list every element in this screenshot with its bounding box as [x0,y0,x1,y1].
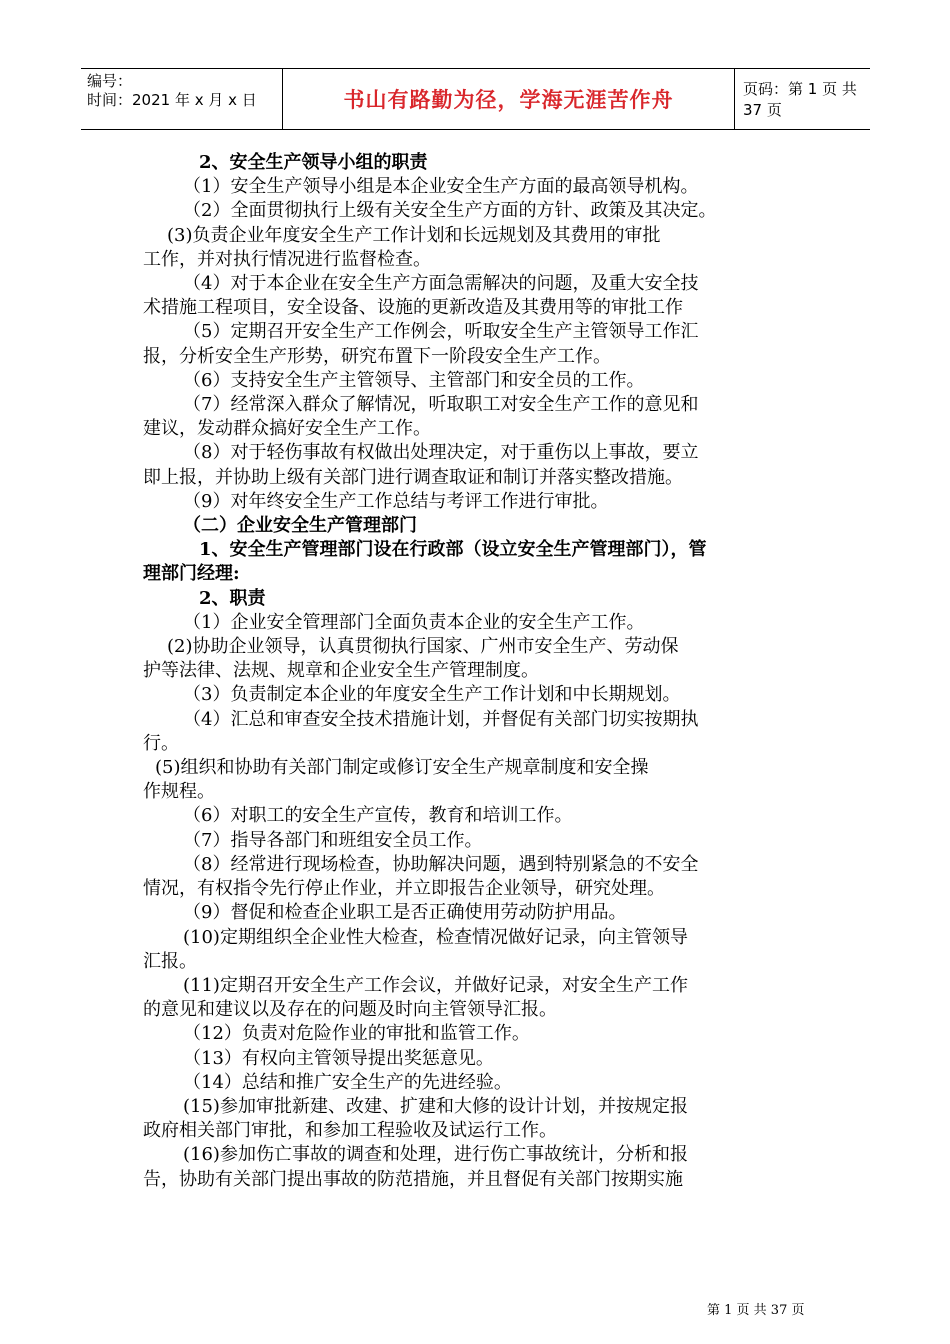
paragraph-line: （14）总结和推广安全生产的先进经验。 [183,1071,512,1093]
header-motto-cell [282,69,735,129]
document-date-label: 时间：2021 年 x 月 x 日 [87,91,257,109]
paragraph-line: （4）汇总和审查安全技术措施计划，并督促有关部门切实按期执 [183,708,699,730]
paragraph-line: （7）指导各部门和班组安全员工作。 [183,829,483,851]
paragraph-line: （3）负责制定本企业的年度安全生产工作计划和中长期规划。 [183,684,681,706]
paragraph-line: （1）安全生产领导小组是本企业安全生产方面的最高领导机构。 [183,176,699,198]
paragraph-line: 建议，发动群众搞好安全生产工作。 [143,418,431,440]
paragraph-line: 汇报。 [143,950,197,972]
paragraph-line: （9）对年终安全生产工作总结与考评工作进行审批。 [183,490,609,512]
paragraph-line: 即上报，并协助上级有关部门进行调查取证和制订并落实整改措施。 [143,466,683,488]
paragraph-line: （8）经常进行现场检查，协助解决问题，遇到特别紧急的不安全 [183,853,699,875]
header-page-number: 页码：第 1 页 共 37 页 [743,80,857,119]
section-heading: 理部门经理: [143,563,240,585]
paragraph-line: 术措施工程项目，安全设备、设施的更新改造及其费用等的审批工作 [143,297,683,319]
page-header [81,68,870,130]
paragraph-line: （6）对职工的安全生产宣传，教育和培训工作。 [183,805,573,827]
paragraph-line: （1）企业安全管理部门全面负责本企业的安全生产工作。 [183,611,645,633]
paragraph-line: 护等法律、法规、规章和企业安全生产管理制度。 [143,660,539,682]
section-heading: 2、职责 [199,587,266,609]
paragraph-line: (5)组织和协助有关部门制定或修订安全生产规章制度和安全操 [155,757,649,779]
paragraph-line: （2）全面贯彻执行上级有关安全生产方面的方针、政策及其决定。 [183,200,717,222]
paragraph-line: (15)参加审批新建、改建、扩建和大修的设计计划，并按规定报 [183,1095,688,1117]
section-heading: 2、安全生产领导小组的职责 [199,152,428,173]
paragraph-line: (3)负责企业年度安全生产工作计划和长远规划及其费用的审批 [167,224,661,246]
paragraph-line: 工作，并对执行情况进行监督检查。 [143,248,431,270]
paragraph-line: 报，分析安全生产形势，研究布置下一阶段安全生产工作。 [143,345,611,367]
section-heading: 1、安全生产管理部门设在行政部（设立安全生产管理部门），管 [199,539,707,561]
paragraph-line: （9）督促和检查企业职工是否正确使用劳动防护用品。 [183,902,627,924]
paragraph-line: （13）有权向主管领导提出奖惩意见。 [183,1047,494,1069]
paragraph-line: 行。 [143,732,179,754]
document-number-label: 编号： [87,72,133,90]
header-page-cell [735,69,870,129]
paragraph-line: 情况，有权指令先行停止作业，并立即报告企业领导，研究处理。 [143,878,665,900]
paragraph-line: 的意见和建议以及存在的问题及时向主管领导汇报。 [143,999,557,1021]
paragraph-line: （7）经常深入群众了解情况，听取职工对安全生产工作的意见和 [183,394,699,416]
paragraph-line: （6）支持安全生产主管领导、主管部门和安全员的工作。 [183,369,645,391]
section-heading: （二）企业安全生产管理部门 [183,515,417,537]
paragraph-line: 告，协助有关部门提出事故的防范措施，并且督促有关部门按期实施 [143,1168,683,1190]
paragraph-line: (16)参加伤亡事故的调查和处理，进行伤亡事故统计，分析和报 [183,1144,688,1166]
paragraph-line: (10)定期组织全企业性大检查，检查情况做好记录，向主管领导 [183,926,688,948]
paragraph-line: （5）定期召开安全生产工作例会，听取安全生产主管领导工作汇 [183,321,699,343]
paragraph-line: 作规程。 [143,781,215,803]
paragraph-line: (2)协助企业领导，认真贯彻执行国家、广州市安全生产、劳动保 [167,636,679,658]
paragraph-line: （12）负责对危险作业的审批和监管工作。 [183,1023,530,1045]
paragraph-line: （4）对于本企业在安全生产方面急需解决的问题，及重大安全技 [183,273,699,295]
page-footer: 第 1 页 共 37 页 [707,1303,805,1318]
paragraph-line: （8）对于轻伤事故有权做出处理决定，对于重伤以上事故，要立 [183,442,699,464]
header-motto: 书山有路勤为径，学海无涯苦作舟 [343,88,674,112]
header-meta [81,69,282,129]
document-body [143,151,813,1192]
paragraph-line: (11)定期召开安全生产工作会议，并做好记录，对安全生产工作 [183,974,688,996]
paragraph-line: 政府相关部门审批，和参加工程验收及试运行工作。 [143,1120,557,1142]
